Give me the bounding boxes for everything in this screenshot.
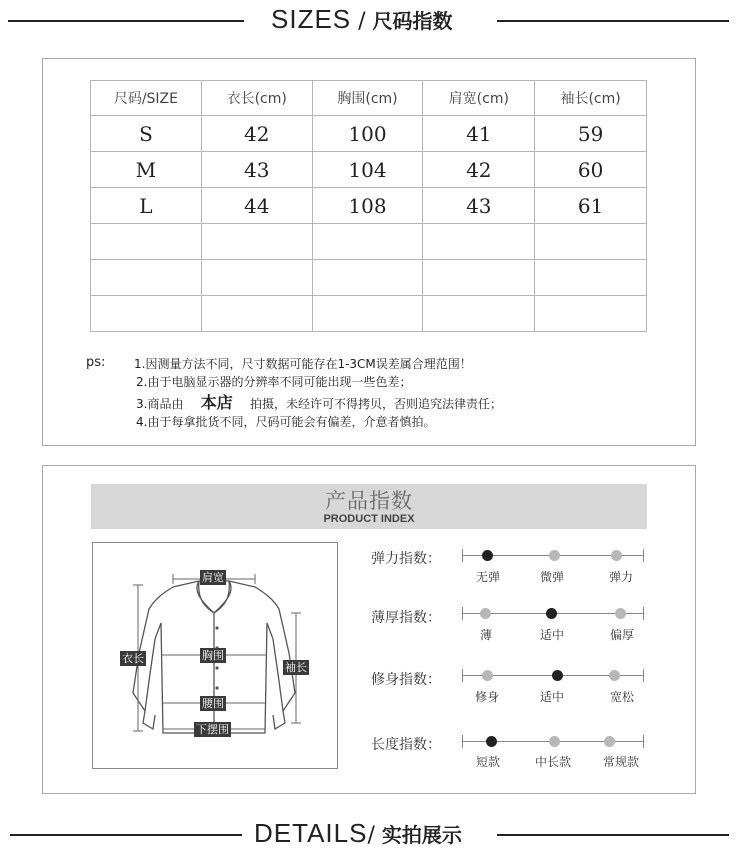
header-cell: 胸围(cm): [312, 81, 423, 116]
table-row: [91, 152, 647, 188]
value-cell: 100: [312, 116, 423, 152]
label-waist: 腰围: [202, 697, 224, 710]
size-cell: L: [91, 188, 202, 224]
heading-rule-left: [10, 834, 242, 836]
scale-dot: [549, 550, 560, 561]
heading-rule-left: [8, 20, 244, 22]
product-index-title: 产品指数: [325, 489, 413, 513]
scale-dot: [549, 736, 560, 747]
value-cell: 60: [535, 152, 647, 188]
sizes-heading-sep: /: [351, 9, 373, 34]
value-cell: 42: [201, 116, 312, 152]
index-option: 修身: [474, 690, 500, 704]
scale-dot: [611, 550, 622, 561]
label-length: 衣长: [122, 652, 144, 665]
table-row: [91, 188, 647, 224]
scale-dot: [482, 550, 493, 561]
note-4: 4.由于每拿批货不同，尺码可能会有偏差，介意者慎拍。: [136, 415, 436, 429]
index-option: 弹力: [608, 570, 634, 584]
header-cell: 袖长(cm): [535, 81, 647, 116]
table-row: [91, 116, 647, 152]
scale-dot: [486, 736, 497, 747]
note-1: 1.因测量方法不同，尺寸数据可能存在1-3CM误差属合理范围！: [134, 357, 472, 371]
sizes-heading: [271, 4, 453, 35]
value-cell: 44: [201, 188, 312, 224]
label-hem: 下摆围: [196, 723, 229, 736]
scale-dot: [552, 670, 563, 681]
size-cell: S: [91, 116, 202, 152]
scale-dot: [604, 736, 615, 747]
size-cell: M: [91, 152, 202, 188]
index-scale-length: [462, 731, 644, 753]
details-heading-en: DETAILS: [254, 818, 368, 848]
index-scale-thickness: [462, 603, 644, 625]
value-cell: 104: [312, 152, 423, 188]
scale-dot: [546, 608, 557, 619]
sizes-heading-cn: 尺码指数: [372, 9, 453, 33]
index-option: 适中: [539, 690, 565, 704]
note-3-end: 拍摄，未经许可不得拷贝，否则追究法律责任；: [250, 397, 503, 411]
index-label-thickness: 薄厚指数：: [371, 610, 441, 626]
index-option: 宽松: [609, 690, 635, 704]
note-3-start: 3.商品由: [136, 397, 184, 411]
index-option: 常规款: [602, 755, 640, 769]
scale-dot: [609, 670, 620, 681]
value-cell: 43: [423, 188, 535, 224]
note-3: [136, 390, 502, 413]
index-label-elasticity: 弹力指数：: [371, 551, 441, 567]
value-cell: 61: [535, 188, 647, 224]
heading-rule-right: [497, 834, 729, 836]
index-label-fit: 修身指数：: [371, 672, 441, 688]
header-cell: 肩宽(cm): [423, 81, 535, 116]
notes-prefix: ps:: [86, 355, 106, 370]
index-option: 短款: [475, 755, 501, 769]
details-heading-cn: 实拍展示: [381, 823, 462, 847]
index-option: 薄: [479, 628, 493, 642]
product-index-subtitle: PRODUCT INDEX: [323, 513, 415, 525]
index-label-length: 长度指数：: [371, 737, 441, 753]
index-option: 无弹: [475, 570, 501, 584]
value-cell: 59: [535, 116, 647, 152]
value-cell: 108: [312, 188, 423, 224]
value-cell: 42: [423, 152, 535, 188]
index-scale-elasticity: [462, 545, 644, 567]
label-chest: 胸围: [202, 649, 224, 662]
details-heading: [254, 818, 462, 849]
shop-name: 本店: [200, 393, 233, 412]
index-scale-fit: [462, 665, 644, 687]
details-heading-sep: /: [367, 823, 382, 848]
header-cell: 衣长(cm): [201, 81, 312, 116]
index-option: 适中: [539, 628, 565, 642]
heading-rule-right: [497, 20, 729, 22]
note-2: 2.由于电脑显示器的分辨率不同可能出现一些色差；: [136, 375, 412, 389]
empty-row: [91, 260, 647, 296]
index-option: 微弹: [539, 570, 565, 584]
scale-dot: [480, 608, 491, 619]
sizes-heading-en: SIZES: [271, 4, 352, 34]
value-cell: 41: [423, 116, 535, 152]
label-sleeve: 袖长: [285, 661, 307, 674]
header-cell: 尺码/SIZE: [91, 81, 202, 116]
size-table: [90, 80, 647, 332]
scale-dot: [482, 670, 493, 681]
index-option: 中长款: [534, 755, 572, 769]
index-option: 偏厚: [609, 628, 635, 642]
value-cell: 43: [201, 152, 312, 188]
empty-row: [91, 296, 647, 332]
scale-dot: [615, 608, 626, 619]
label-shoulder: 肩宽: [202, 571, 224, 584]
size-table-header: [91, 81, 647, 116]
empty-row: [91, 224, 647, 260]
